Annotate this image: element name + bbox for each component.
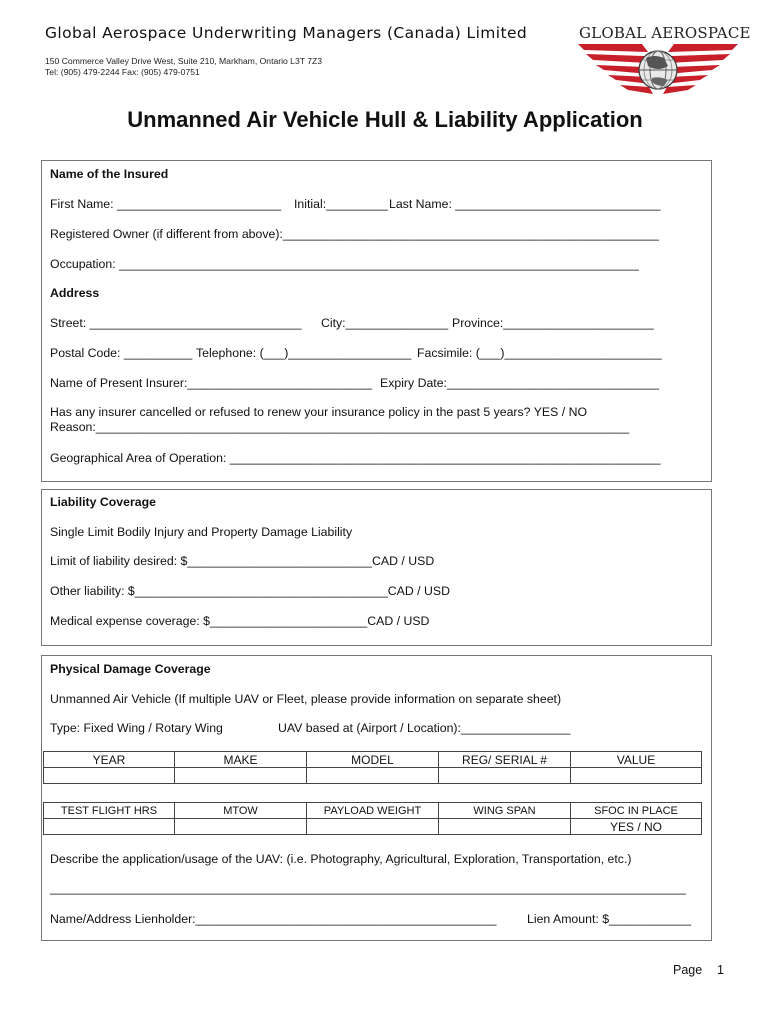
make-cell[interactable] — [175, 768, 307, 784]
mtow-header: MTOW — [175, 803, 307, 819]
value-header: VALUE — [571, 752, 702, 768]
cancelled-question[interactable]: Has any insurer cancelled or refused to renew your insurance policy in the past 5 years? YES / NO — [50, 405, 588, 419]
province-field[interactable]: Province:______________________ — [452, 316, 654, 330]
company-name: Global Aerospace Underwriting Managers (Canada) Limited — [45, 24, 528, 42]
telephone-field[interactable]: Telephone: (___)__________________ — [196, 346, 412, 360]
test-flight-hrs-cell[interactable] — [44, 819, 175, 835]
uav-details-table — [43, 751, 702, 784]
value-cell[interactable] — [571, 768, 702, 784]
occupation-field[interactable]: Occupation: ____________________________________________________________________________ — [50, 257, 639, 271]
reg-serial-cell[interactable] — [439, 768, 571, 784]
single-limit-label: Single Limit Bodily Injury and Property Damage Liability — [50, 525, 353, 539]
city-field[interactable]: City:_______________ — [321, 316, 449, 330]
last-name-field[interactable]: Last Name: ______________________________ — [389, 197, 661, 211]
page-label: Page — [673, 963, 703, 977]
first-name-field[interactable]: First Name: ________________________ — [50, 197, 282, 211]
geographical-area-field[interactable]: Geographical Area of Operation: _______________________________________________________________ — [50, 451, 661, 465]
table-header-row — [44, 803, 702, 819]
reason-field[interactable]: Reason:______________________________________________________________________________ — [50, 420, 630, 434]
payload-weight-cell[interactable] — [307, 819, 439, 835]
table-header-row — [44, 752, 702, 768]
sfoc-header: SFOC IN PLACE — [571, 803, 702, 819]
test-flight-hrs-header: TEST FLIGHT HRS — [44, 803, 175, 819]
limit-of-liability-field[interactable]: Limit of liability desired: $___________________________CAD / USD — [50, 554, 435, 568]
mtow-cell[interactable] — [175, 819, 307, 835]
global-aerospace-logo — [578, 42, 738, 110]
expiry-date-field[interactable]: Expiry Date:_______________________________ — [380, 376, 659, 390]
company-address: 150 Commerce Valley Drive West, Suite 210, Markham, Ontario L3T 7Z3 — [45, 56, 323, 66]
uav-based-at-field[interactable]: UAV based at (Airport / Location):________________ — [278, 721, 571, 735]
wing-span-header: WING SPAN — [439, 803, 571, 819]
uav-type-field[interactable]: Type: Fixed Wing / Rotary Wing — [50, 721, 223, 735]
uav-specs-table — [43, 802, 702, 835]
postal-code-field[interactable]: Postal Code: __________ — [50, 346, 193, 360]
lien-amount-field[interactable]: Lien Amount: $____________ — [527, 912, 692, 926]
table-row — [44, 819, 702, 835]
page-number: 1 — [717, 963, 724, 977]
initial-field[interactable]: Initial:_________ — [294, 197, 388, 211]
reg-serial-header: REG/ SERIAL # — [439, 752, 571, 768]
facsimile-field[interactable]: Facsimile: (___)_______________________ — [417, 346, 662, 360]
present-insurer-field[interactable]: Name of Present Insurer:___________________________ — [50, 376, 373, 390]
other-liability-field[interactable]: Other liability: $_____________________________________CAD / USD — [50, 584, 450, 598]
sfoc-cell[interactable]: YES / NO — [571, 819, 702, 835]
describe-usage-label: Describe the application/usage of the UAV: (i.e. Photography, Agricultural, Exploration, Transportation, etc.) — [50, 852, 632, 866]
make-header: MAKE — [175, 752, 307, 768]
year-header: YEAR — [44, 752, 175, 768]
usage-blank-line[interactable]: _____________________________________________________________________________________________ — [50, 881, 687, 895]
street-field[interactable]: Street: _______________________________ — [50, 316, 302, 330]
medical-expense-field[interactable]: Medical expense coverage: $_______________________CAD / USD — [50, 614, 430, 628]
uav-note: Unmanned Air Vehicle (If multiple UAV or Fleet, please provide information on separate sheet) — [50, 692, 562, 706]
year-cell[interactable] — [44, 768, 175, 784]
company-phone: Tel: (905) 479-2244 Fax: (905) 479-0751 — [45, 67, 200, 77]
insured-heading: Name of the Insured — [50, 167, 169, 181]
address-heading: Address — [50, 286, 100, 300]
physical-damage-heading: Physical Damage Coverage — [50, 662, 211, 676]
lienholder-field[interactable]: Name/Address Lienholder:____________________________________________ — [50, 912, 497, 926]
liability-heading: Liability Coverage — [50, 495, 156, 509]
registered-owner-field[interactable]: Registered Owner (if different from above):_______________________________________________________ — [50, 227, 659, 241]
payload-weight-header: PAYLOAD WEIGHT — [307, 803, 439, 819]
table-row — [44, 768, 702, 784]
page-title: Unmanned Air Vehicle Hull & Liability Application — [127, 107, 643, 132]
logo-text: GLOBAL AEROSPACE — [579, 24, 751, 42]
model-header: MODEL — [307, 752, 439, 768]
wing-span-cell[interactable] — [439, 819, 571, 835]
model-cell[interactable] — [307, 768, 439, 784]
